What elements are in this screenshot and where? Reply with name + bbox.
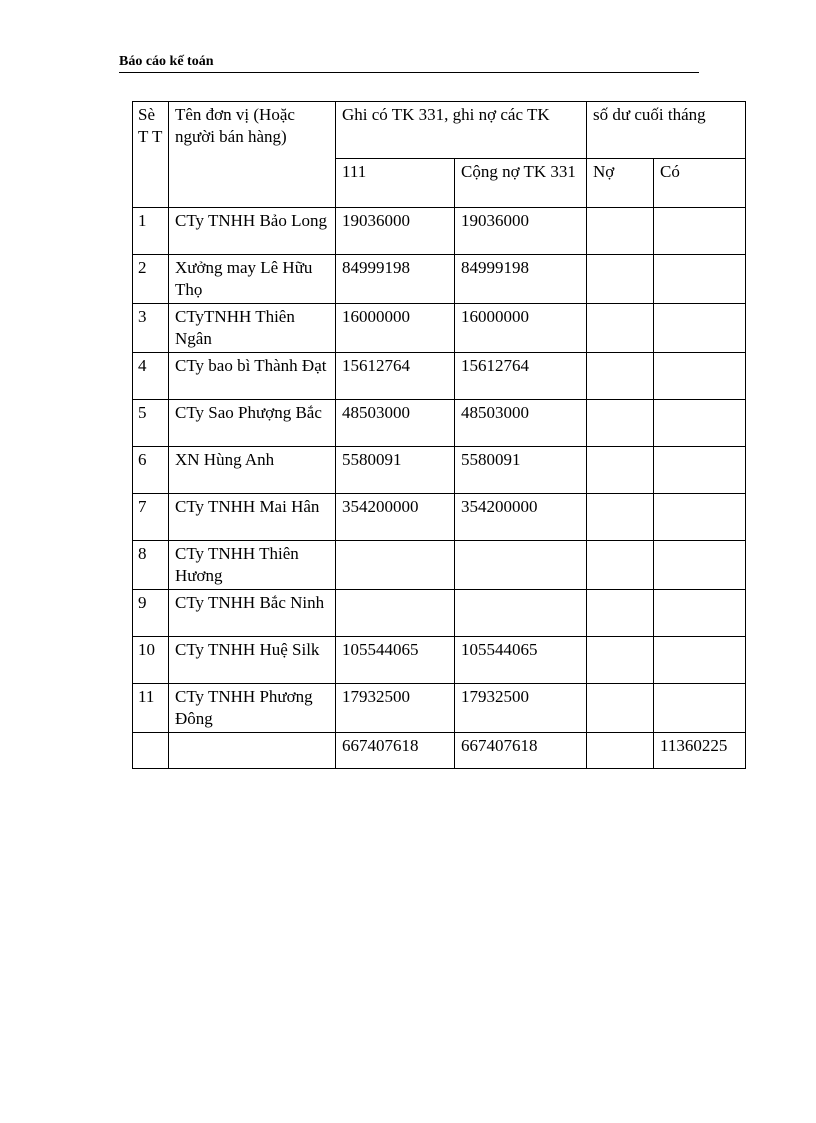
cell-debit	[587, 255, 654, 304]
cell-stt: 2	[133, 255, 169, 304]
header-col-debit: Nợ	[587, 159, 654, 208]
cell-payable	[455, 590, 587, 637]
cell-debit	[587, 684, 654, 733]
cell-name: CTy Sao Phượng Bắc	[169, 400, 336, 447]
cell-name: CTy bao bì Thành Đạt	[169, 353, 336, 400]
cell-debit	[587, 637, 654, 684]
total-payable: 667407618	[455, 733, 587, 769]
cell-debit	[587, 541, 654, 590]
table-row	[133, 400, 746, 447]
cell-payable: 105544065	[455, 637, 587, 684]
cell-debit	[587, 590, 654, 637]
total-stt	[133, 733, 169, 769]
table-row	[133, 447, 746, 494]
cell-name: CTy TNHH Bảo Long	[169, 208, 336, 255]
cell-tk111: 105544065	[336, 637, 455, 684]
cell-name: CTyTNHH Thiên Ngân	[169, 304, 336, 353]
cell-debit	[587, 353, 654, 400]
cell-credit	[654, 208, 746, 255]
total-tk111: 667407618	[336, 733, 455, 769]
header-row	[133, 102, 746, 159]
cell-credit	[654, 400, 746, 447]
header-col-111: 111	[336, 159, 455, 208]
cell-tk111: 15612764	[336, 353, 455, 400]
cell-payable	[455, 541, 587, 590]
cell-tk111	[336, 541, 455, 590]
cell-credit	[654, 304, 746, 353]
cell-stt: 7	[133, 494, 169, 541]
total-credit: 11360225	[654, 733, 746, 769]
cell-debit	[587, 447, 654, 494]
cell-name: XN Hùng Anh	[169, 447, 336, 494]
cell-stt: 1	[133, 208, 169, 255]
page-title: Báo cáo kế toán	[119, 54, 214, 69]
table-row	[133, 590, 746, 637]
cell-stt: 11	[133, 684, 169, 733]
header-balance-group: số dư cuối tháng	[587, 102, 746, 159]
cell-payable: 5580091	[455, 447, 587, 494]
page-header	[119, 54, 699, 73]
total-debit	[587, 733, 654, 769]
cell-debit	[587, 208, 654, 255]
cell-stt: 9	[133, 590, 169, 637]
cell-stt: 10	[133, 637, 169, 684]
cell-debit	[587, 400, 654, 447]
total-name	[169, 733, 336, 769]
cell-payable: 17932500	[455, 684, 587, 733]
cell-stt: 6	[133, 447, 169, 494]
cell-credit	[654, 494, 746, 541]
cell-payable: 354200000	[455, 494, 587, 541]
cell-name: CTy TNHH Phương Đông	[169, 684, 336, 733]
cell-tk111: 5580091	[336, 447, 455, 494]
cell-credit	[654, 590, 746, 637]
cell-name: CTy TNHH Huệ Silk	[169, 637, 336, 684]
cell-tk111: 17932500	[336, 684, 455, 733]
cell-credit	[654, 637, 746, 684]
cell-credit	[654, 684, 746, 733]
total-row	[133, 733, 746, 769]
cell-payable: 48503000	[455, 400, 587, 447]
cell-tk111: 48503000	[336, 400, 455, 447]
cell-stt: 3	[133, 304, 169, 353]
header-col-payable: Cộng nợ TK 331	[455, 159, 587, 208]
cell-stt: 8	[133, 541, 169, 590]
table-row	[133, 353, 746, 400]
table-row	[133, 304, 746, 353]
table-row	[133, 684, 746, 733]
header-unit: Tên đơn vị (Hoặc người bán hàng)	[169, 102, 336, 208]
cell-credit	[654, 353, 746, 400]
cell-stt: 4	[133, 353, 169, 400]
cell-credit	[654, 255, 746, 304]
cell-name: CTy TNHH Bắc Ninh	[169, 590, 336, 637]
cell-name: CTy TNHH Thiên Hương	[169, 541, 336, 590]
cell-payable: 15612764	[455, 353, 587, 400]
table-row	[133, 255, 746, 304]
cell-debit	[587, 494, 654, 541]
header-col-credit: Có	[654, 159, 746, 208]
cell-stt: 5	[133, 400, 169, 447]
table-body	[133, 102, 746, 769]
cell-credit	[654, 541, 746, 590]
cell-tk111: 19036000	[336, 208, 455, 255]
cell-debit	[587, 304, 654, 353]
cell-payable: 84999198	[455, 255, 587, 304]
table-row	[133, 494, 746, 541]
cell-tk111: 84999198	[336, 255, 455, 304]
cell-tk111: 354200000	[336, 494, 455, 541]
cell-name: CTy TNHH Mai Hân	[169, 494, 336, 541]
cell-tk111	[336, 590, 455, 637]
supplier-ledger-table	[132, 101, 746, 769]
cell-payable: 16000000	[455, 304, 587, 353]
table-row	[133, 637, 746, 684]
cell-payable: 19036000	[455, 208, 587, 255]
table-row	[133, 541, 746, 590]
cell-name: Xưởng may Lê Hữu Thọ	[169, 255, 336, 304]
cell-credit	[654, 447, 746, 494]
header-credit-group: Ghi có TK 331, ghi nợ các TK	[336, 102, 587, 159]
cell-tk111: 16000000	[336, 304, 455, 353]
header-stt: Sè T T	[133, 102, 169, 208]
table-row	[133, 208, 746, 255]
